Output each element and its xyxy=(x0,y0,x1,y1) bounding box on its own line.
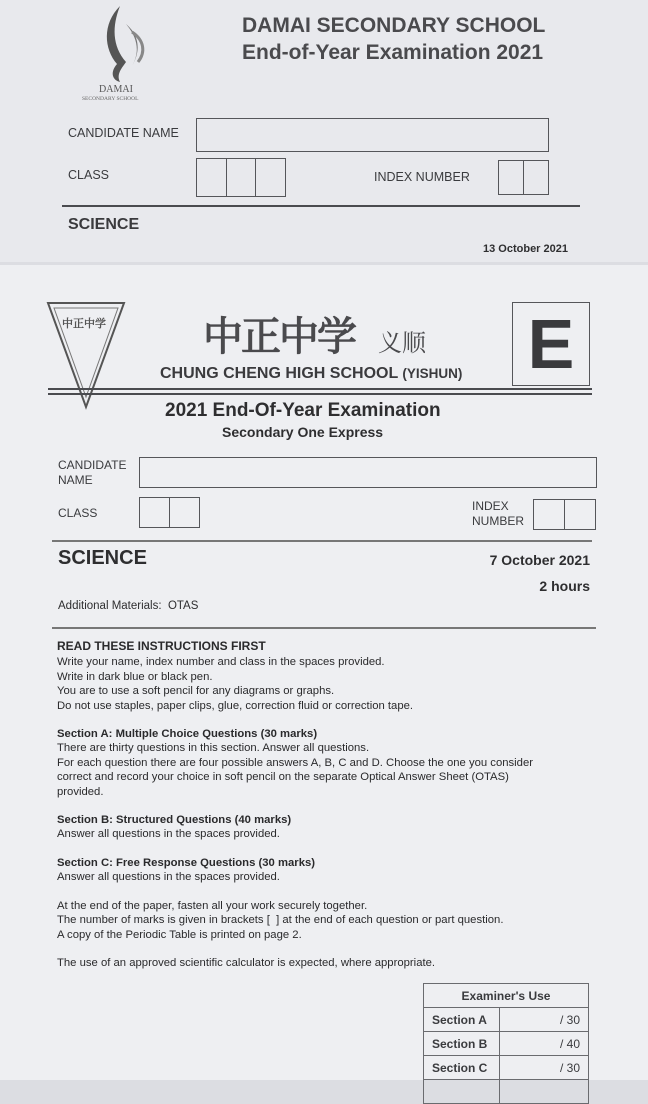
section-c-title: Section C: Free Response Questions (30 marks) xyxy=(57,856,316,869)
exam-title: 2021 End-Of-Year Examination xyxy=(165,400,441,421)
marks-cell: / 40 xyxy=(500,1032,589,1056)
logo-subtext: SECONDARY SCHOOL xyxy=(82,96,139,102)
exam-date: 13 October 2021 xyxy=(483,243,568,255)
school-name: DAMAI SECONDARY SCHOOL xyxy=(242,14,546,37)
section-a-line: provided. xyxy=(57,785,104,798)
end-line: At the end of the paper, fasten all your work securely together. xyxy=(57,899,368,912)
instructions-title: READ THESE INSTRUCTIONS FIRST xyxy=(57,639,266,653)
stream-badge xyxy=(512,302,590,386)
crest-text: 中正中学 xyxy=(62,318,106,330)
double-rule-bottom xyxy=(48,393,592,395)
candidate-name-field[interactable] xyxy=(139,457,597,488)
examiner-title: Examiner's Use xyxy=(424,984,589,1008)
section-a-line: For each question there are four possible answers A, B, C and D. Choose the one you consider xyxy=(57,756,533,769)
section-cell: Section B xyxy=(424,1032,500,1056)
marks-cell: / 30 xyxy=(500,1008,589,1032)
instructions xyxy=(57,639,533,970)
instruction-line: Write in dark blue or black pen. xyxy=(57,670,213,683)
class-field[interactable] xyxy=(196,158,286,197)
damai-cover-page xyxy=(0,0,648,262)
flame-logo-icon xyxy=(82,4,172,84)
section-cell: Section A xyxy=(424,1008,500,1032)
stream-letter: E xyxy=(527,305,575,383)
section-a-title: Section A: Multiple Choice Questions (30 marks) xyxy=(57,728,318,741)
exam-title: End-of-Year Examination 2021 xyxy=(242,41,544,64)
class-field[interactable] xyxy=(139,497,200,528)
candidate-name-label: CANDIDATE NAME xyxy=(68,126,179,140)
cchs-logo xyxy=(46,301,126,411)
exam-duration: 2 hours xyxy=(539,578,590,594)
subject: SCIENCE xyxy=(58,547,147,569)
index-label-line2: NUMBER xyxy=(472,514,525,528)
school-name xyxy=(160,365,462,383)
table-row xyxy=(424,1008,589,1032)
class-label: CLASS xyxy=(68,168,109,182)
candidate-name-label xyxy=(58,458,126,488)
end-line: The number of marks is given in brackets [ ] at the end of each question or part question. xyxy=(57,914,504,927)
instruction-line: Do not use staples, paper clips, glue, correction fluid or correction tape. xyxy=(57,699,414,712)
index-number-field[interactable] xyxy=(498,160,549,195)
examiners-use-table xyxy=(423,983,589,1104)
cchs-cover-page xyxy=(0,265,648,1080)
exam-level: Secondary One Express xyxy=(222,424,384,440)
instruction-line: You are to use a soft pencil for any diagrams or graphs. xyxy=(57,685,335,698)
calculator-line: The use of an approved scientific calculator is expected, where appropriate. xyxy=(57,956,436,969)
table-row xyxy=(424,1032,589,1056)
index-number-label: INDEX NUMBER xyxy=(374,170,470,184)
candidate-name-field[interactable] xyxy=(196,118,549,152)
candidate-label-line1: CANDIDATE xyxy=(58,458,127,472)
section-cell: Section C xyxy=(424,1056,500,1080)
logo-text: DAMAI xyxy=(99,84,133,95)
divider xyxy=(52,627,596,629)
class-label: CLASS xyxy=(58,506,98,520)
instruction-line: Write your name, index number and class in the spaces provided. xyxy=(57,656,385,669)
branch-text: (YISHUN) xyxy=(402,366,463,381)
damai-logo xyxy=(82,4,172,104)
index-label-line1: INDEX xyxy=(472,499,509,513)
candidate-label-line2: NAME xyxy=(58,473,93,487)
divider xyxy=(52,540,592,542)
section-a-line: correct and record your choice in soft pencil on the separate Optical Answer Sheet (OTAS) xyxy=(57,771,509,784)
school-name-text: CHUNG CHENG HIGH SCHOOL xyxy=(160,365,398,382)
chinese-school-name: 中正中学 xyxy=(203,314,355,360)
divider xyxy=(62,205,580,207)
section-b-line: Answer all questions in the spaces provided. xyxy=(57,828,280,841)
marks-cell: / 30 xyxy=(500,1056,589,1080)
chinese-branch-name: 义顺 xyxy=(378,329,426,357)
double-rule-top xyxy=(48,388,592,390)
section-c-line: Answer all questions in the spaces provided. xyxy=(57,871,280,884)
table-row xyxy=(424,1056,589,1080)
index-number-field[interactable] xyxy=(533,499,596,530)
additional-materials: Additional Materials: OTAS xyxy=(58,600,199,612)
section-a-line: There are thirty questions in this section. Answer all questions. xyxy=(57,742,370,755)
section-b-title: Section B: Structured Questions (40 marks) xyxy=(57,814,292,827)
exam-date: 7 October 2021 xyxy=(489,552,590,568)
subject: SCIENCE xyxy=(68,216,140,233)
end-line: A copy of the Periodic Table is printed on page 2. xyxy=(57,928,302,941)
index-number-label xyxy=(472,499,524,529)
